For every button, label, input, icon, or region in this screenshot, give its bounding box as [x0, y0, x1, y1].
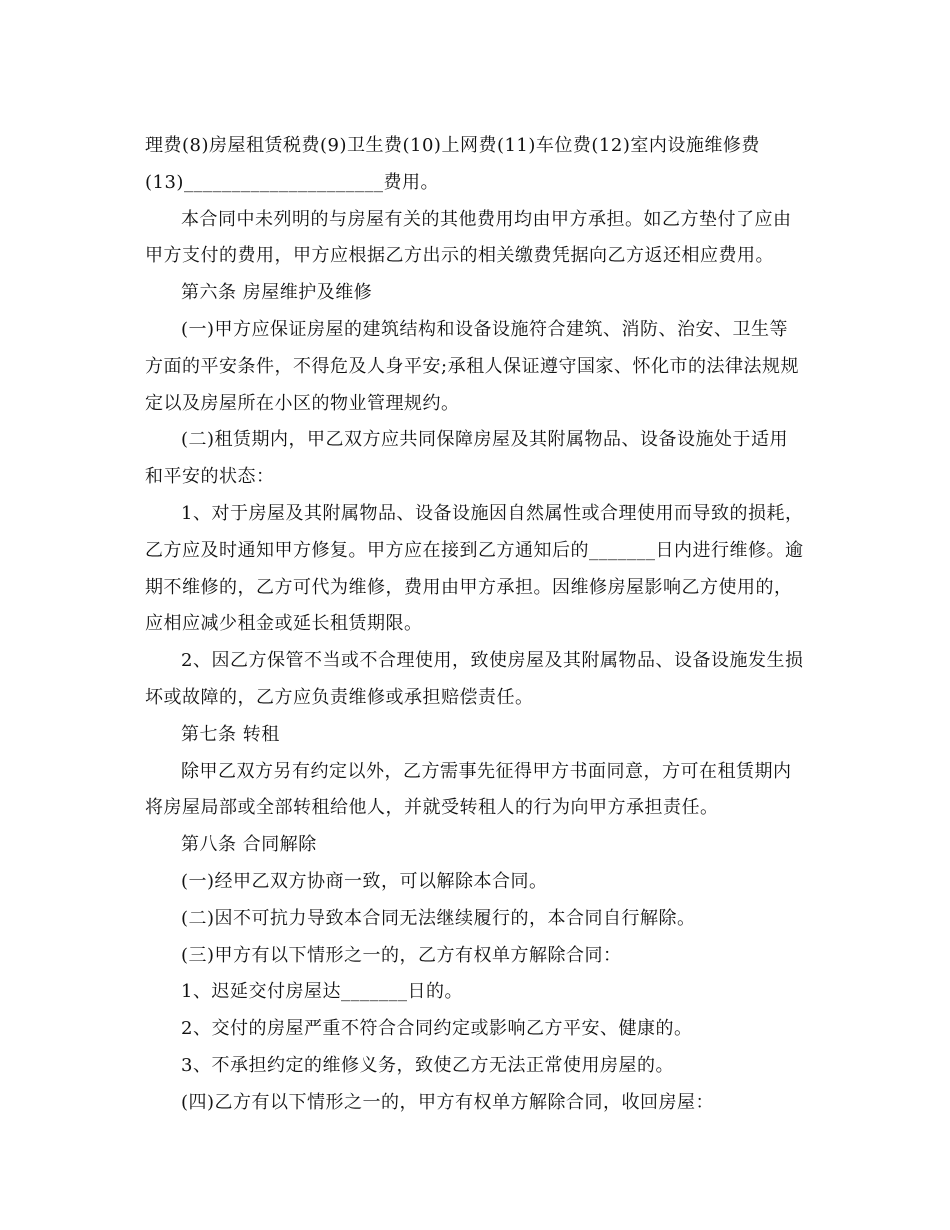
text-line: (一)甲方应保证房屋的建筑结构和设备设施符合建筑、消防、治安、卫生等: [181, 318, 789, 340]
text-line: 乙方应及时通知甲方修复。甲方应在接到乙方通知后的_______日内进行维修。逾: [145, 539, 804, 561]
section-heading: 第六条 房屋维护及维修: [181, 282, 373, 304]
text-line: 和平安的状态：: [145, 466, 275, 488]
text-line: 坏或故障的，乙方应负责维修或承担赔偿责任。: [145, 686, 534, 708]
text-line: 除甲乙双方另有约定以外，乙方需事先征得甲方书面同意，方可在租赁期内: [181, 760, 792, 782]
text-line: 3、不承担约定的维修义务，致使乙方无法正常使用房屋的。: [181, 1054, 674, 1076]
text-line: 期不维修的，乙方可代为维修，费用由甲方承担。因维修房屋影响乙方使用的，: [145, 576, 793, 598]
text-line: 将房屋局部或全部转租给他人，并就受转租人的行为向甲方承担责任。: [145, 797, 719, 819]
text-line: 2、交付的房屋严重不符合合同约定或影响乙方平安、健康的。: [181, 1018, 693, 1040]
text-line: (二)因不可抗力导致本合同无法继续履行的，本合同自行解除。: [181, 907, 696, 929]
text-line: 1、迟延交付房屋达_______日的。: [181, 981, 463, 1003]
text-line: (三)甲方有以下情形之一的，乙方有权单方解除合同：: [181, 944, 622, 966]
text-line: 1、对于房屋及其附属物品、设备设施因自然属性或合理使用而导致的损耗，: [181, 502, 804, 524]
text-line: (二)租赁期内，甲乙双方应共同保障房屋及其附属物品、设备设施处于适用: [181, 429, 789, 451]
document-body: [145, 128, 815, 1122]
text-line: 2、因乙方保管不当或不合理使用，致使房屋及其附属物品、设备设施发生损: [181, 650, 804, 672]
section-heading: 第七条 转租: [181, 723, 280, 745]
text-line: 方面的平安条件，不得危及人身平安;承租人保证遵守国家、怀化市的法律法规规: [145, 355, 800, 377]
section-heading: 第八条 合同解除: [181, 834, 317, 856]
text-line: 应相应减少租金或延长租赁期限。: [145, 613, 423, 635]
text-line: 理费(8)房屋租赁税费(9)卫生费(10)上网费(11)车位费(12)室内设施维修费: [145, 135, 760, 156]
text-line: 甲方支付的费用，甲方应根据乙方出示的相关缴费凭据向乙方返还相应费用。: [145, 245, 774, 267]
text-line: 定以及房屋所在小区的物业管理规约。: [145, 392, 460, 414]
text-line: (一)经甲乙双方协商一致，可以解除本合同。: [181, 870, 548, 892]
text-line: (13)_____________________费用。: [145, 171, 439, 193]
text-line: (四)乙方有以下情形之一的，甲方有权单方解除合同，收回房屋：: [181, 1091, 715, 1113]
text-line: 本合同中未列明的与房屋有关的其他费用均由甲方承担。如乙方垫付了应由: [181, 208, 792, 230]
